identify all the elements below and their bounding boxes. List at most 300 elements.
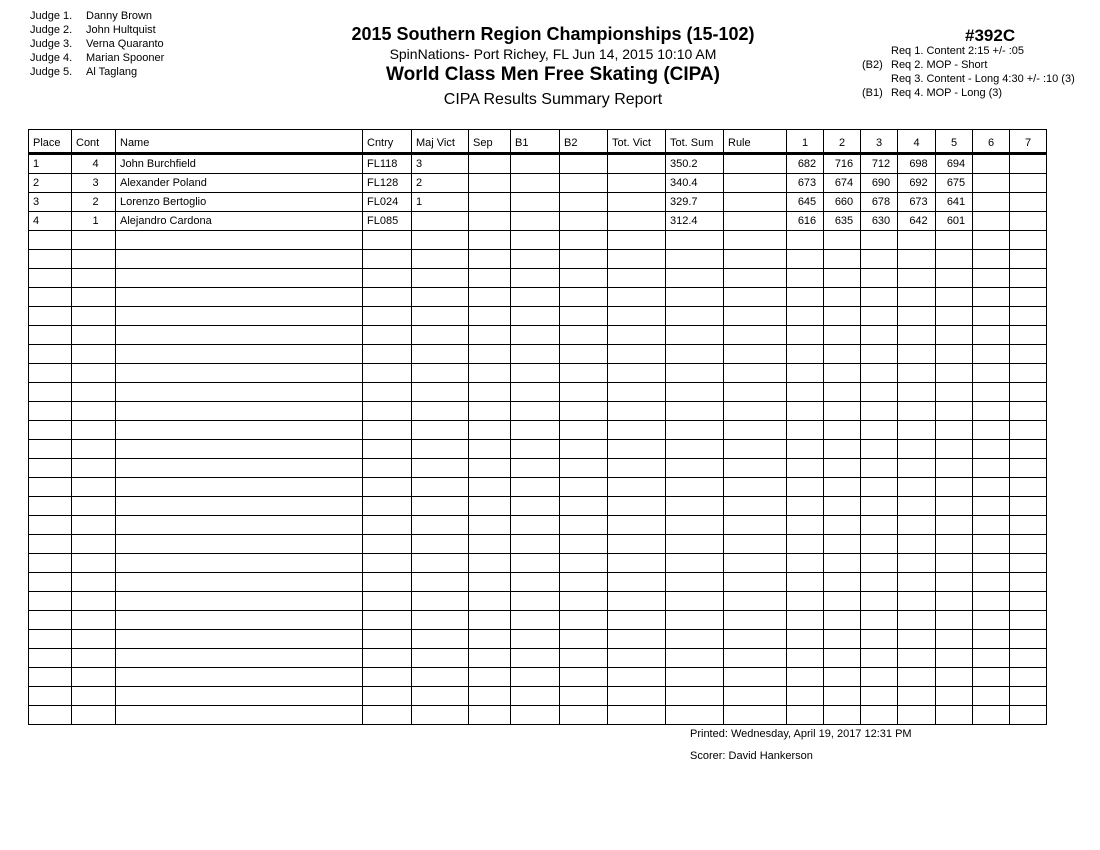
cell-sep bbox=[469, 440, 511, 459]
cell-j5 bbox=[936, 497, 973, 516]
cell-cont bbox=[72, 649, 116, 668]
cell-tot-vict bbox=[608, 497, 666, 516]
cell-j6 bbox=[973, 687, 1010, 706]
cell-j5 bbox=[936, 573, 973, 592]
cell-place bbox=[29, 649, 72, 668]
cell-maj-vict bbox=[412, 459, 469, 478]
cell-j5 bbox=[936, 611, 973, 630]
table-row bbox=[29, 174, 1047, 193]
cell-tot-vict bbox=[608, 668, 666, 687]
table-row bbox=[29, 478, 1047, 497]
venue-date: SpinNations- Port Richey, FL Jun 14, 2015 10:10 AM bbox=[389, 46, 717, 62]
cell-j5 bbox=[936, 649, 973, 668]
cell-j7 bbox=[1010, 288, 1047, 307]
table-row bbox=[29, 611, 1047, 630]
cell-place bbox=[29, 687, 72, 706]
cell-b2 bbox=[560, 345, 608, 364]
cell-j3 bbox=[861, 497, 898, 516]
cell-j3 bbox=[861, 440, 898, 459]
cell-b2 bbox=[560, 402, 608, 421]
cell-maj-vict: 2 bbox=[412, 174, 469, 193]
cell-name bbox=[116, 326, 363, 345]
cell-j4 bbox=[898, 630, 936, 649]
cell-j3: 712 bbox=[861, 154, 898, 174]
cell-tot-sum bbox=[666, 516, 724, 535]
col-header-judge-7: 7 bbox=[1010, 130, 1047, 154]
cell-cntry bbox=[363, 668, 412, 687]
col-header-cntry: Cntry bbox=[363, 130, 412, 154]
cell-tot-vict bbox=[608, 288, 666, 307]
cell-maj-vict bbox=[412, 402, 469, 421]
cell-j7 bbox=[1010, 269, 1047, 288]
table-row bbox=[29, 554, 1047, 573]
cell-tot-vict bbox=[608, 573, 666, 592]
cell-b2 bbox=[560, 421, 608, 440]
cell-j2 bbox=[824, 269, 861, 288]
cell-rule bbox=[724, 440, 787, 459]
cell-cntry bbox=[363, 345, 412, 364]
cell-rule bbox=[724, 687, 787, 706]
cell-cntry bbox=[363, 554, 412, 573]
cell-j7 bbox=[1010, 687, 1047, 706]
cell-name bbox=[116, 497, 363, 516]
cell-j6 bbox=[973, 231, 1010, 250]
cell-tot-sum bbox=[666, 706, 724, 725]
cell-j2 bbox=[824, 630, 861, 649]
cell-b1 bbox=[511, 706, 560, 725]
cell-j2: 660 bbox=[824, 193, 861, 212]
cell-j1 bbox=[787, 706, 824, 725]
cell-rule bbox=[724, 154, 787, 174]
cell-j7 bbox=[1010, 193, 1047, 212]
table-row bbox=[29, 250, 1047, 269]
table-row bbox=[29, 573, 1047, 592]
cell-name bbox=[116, 630, 363, 649]
cell-j7 bbox=[1010, 307, 1047, 326]
cell-rule bbox=[724, 345, 787, 364]
cell-j6 bbox=[973, 307, 1010, 326]
cell-j7 bbox=[1010, 212, 1047, 231]
cell-j1 bbox=[787, 459, 824, 478]
cell-j3 bbox=[861, 250, 898, 269]
table-row bbox=[29, 687, 1047, 706]
cell-j4 bbox=[898, 516, 936, 535]
cell-rule bbox=[724, 288, 787, 307]
cell-b2 bbox=[560, 440, 608, 459]
cell-tot-sum bbox=[666, 402, 724, 421]
cell-j1: 616 bbox=[787, 212, 824, 231]
cell-j2 bbox=[824, 421, 861, 440]
cell-tot-sum bbox=[666, 630, 724, 649]
cell-cntry bbox=[363, 649, 412, 668]
cell-j7 bbox=[1010, 364, 1047, 383]
cell-name bbox=[116, 611, 363, 630]
table-row bbox=[29, 516, 1047, 535]
cell-place bbox=[29, 497, 72, 516]
table-row bbox=[29, 402, 1047, 421]
cell-j5 bbox=[936, 630, 973, 649]
cell-j1 bbox=[787, 668, 824, 687]
cell-maj-vict bbox=[412, 326, 469, 345]
cell-b1 bbox=[511, 573, 560, 592]
cell-j4 bbox=[898, 611, 936, 630]
cell-b1 bbox=[511, 364, 560, 383]
cell-rule bbox=[724, 326, 787, 345]
cell-name bbox=[116, 231, 363, 250]
cell-j1 bbox=[787, 307, 824, 326]
cell-j3 bbox=[861, 269, 898, 288]
cell-cont bbox=[72, 402, 116, 421]
cell-sep bbox=[469, 668, 511, 687]
cell-j5: 694 bbox=[936, 154, 973, 174]
cell-j2 bbox=[824, 402, 861, 421]
cell-j3 bbox=[861, 326, 898, 345]
cell-name: Alexander Poland bbox=[116, 174, 363, 193]
event-number: #392C bbox=[965, 26, 1016, 45]
cell-b2 bbox=[560, 706, 608, 725]
cell-sep bbox=[469, 706, 511, 725]
cell-maj-vict bbox=[412, 288, 469, 307]
cell-tot-vict bbox=[608, 440, 666, 459]
cell-cntry bbox=[363, 535, 412, 554]
cell-rule bbox=[724, 611, 787, 630]
cell-cntry bbox=[363, 421, 412, 440]
cell-cntry bbox=[363, 269, 412, 288]
cell-b2 bbox=[560, 231, 608, 250]
cell-j3 bbox=[861, 364, 898, 383]
cell-j6 bbox=[973, 212, 1010, 231]
cell-tot-vict bbox=[608, 706, 666, 725]
cell-j2 bbox=[824, 307, 861, 326]
cell-sep bbox=[469, 478, 511, 497]
cell-maj-vict bbox=[412, 706, 469, 725]
cell-j6 bbox=[973, 668, 1010, 687]
cell-j7 bbox=[1010, 592, 1047, 611]
col-header-judge-3: 3 bbox=[861, 130, 898, 154]
cell-rule bbox=[724, 459, 787, 478]
cell-tot-vict bbox=[608, 516, 666, 535]
cell-b1 bbox=[511, 231, 560, 250]
cell-j6 bbox=[973, 154, 1010, 174]
cell-j2 bbox=[824, 326, 861, 345]
cell-rule bbox=[724, 231, 787, 250]
cell-cont bbox=[72, 269, 116, 288]
cell-j3 bbox=[861, 573, 898, 592]
cell-rule bbox=[724, 516, 787, 535]
cell-j1 bbox=[787, 364, 824, 383]
cell-place: 2 bbox=[29, 174, 72, 193]
cell-rule bbox=[724, 573, 787, 592]
cell-j7 bbox=[1010, 630, 1047, 649]
cell-j3: 630 bbox=[861, 212, 898, 231]
cell-cntry bbox=[363, 364, 412, 383]
cell-j4 bbox=[898, 554, 936, 573]
cell-place bbox=[29, 478, 72, 497]
cell-j1 bbox=[787, 611, 824, 630]
table-row bbox=[29, 231, 1047, 250]
cell-cntry bbox=[363, 611, 412, 630]
cell-j4 bbox=[898, 573, 936, 592]
cell-j5 bbox=[936, 592, 973, 611]
table-row bbox=[29, 326, 1047, 345]
cell-cont: 3 bbox=[72, 174, 116, 193]
cell-b1 bbox=[511, 269, 560, 288]
cell-j7 bbox=[1010, 649, 1047, 668]
cell-name bbox=[116, 364, 363, 383]
cell-cntry: FL128 bbox=[363, 174, 412, 193]
cell-tot-sum bbox=[666, 288, 724, 307]
cell-b2 bbox=[560, 478, 608, 497]
cell-j3 bbox=[861, 649, 898, 668]
cell-j7 bbox=[1010, 383, 1047, 402]
cell-b1 bbox=[511, 250, 560, 269]
cell-cntry bbox=[363, 573, 412, 592]
col-header-place: Place bbox=[29, 130, 72, 154]
cell-name bbox=[116, 307, 363, 326]
cell-tot-sum: 312.4 bbox=[666, 212, 724, 231]
cell-tot-sum bbox=[666, 687, 724, 706]
cell-j4: 673 bbox=[898, 193, 936, 212]
cell-tot-vict bbox=[608, 345, 666, 364]
cell-name: John Burchfield bbox=[116, 154, 363, 174]
cell-place bbox=[29, 364, 72, 383]
cell-rule bbox=[724, 554, 787, 573]
cell-place bbox=[29, 402, 72, 421]
cell-cntry bbox=[363, 592, 412, 611]
cell-j4 bbox=[898, 535, 936, 554]
cell-cont bbox=[72, 440, 116, 459]
cell-tot-vict bbox=[608, 421, 666, 440]
scorer-name: Scorer: David Hankerson bbox=[690, 750, 813, 762]
cell-j5: 601 bbox=[936, 212, 973, 231]
cell-place: 3 bbox=[29, 193, 72, 212]
cell-maj-vict: 1 bbox=[412, 193, 469, 212]
requirement-line: Req 3. Content - Long 4:30 +/- :10 (3) bbox=[891, 73, 1075, 85]
cell-j6 bbox=[973, 649, 1010, 668]
cell-j6 bbox=[973, 630, 1010, 649]
cell-cont bbox=[72, 478, 116, 497]
cell-b1 bbox=[511, 326, 560, 345]
cell-tot-vict bbox=[608, 174, 666, 193]
cell-j3 bbox=[861, 383, 898, 402]
col-header-maj-vict: Maj Vict bbox=[412, 130, 469, 154]
table-row bbox=[29, 193, 1047, 212]
cell-cntry bbox=[363, 497, 412, 516]
cell-sep bbox=[469, 459, 511, 478]
judge-line: Judge 4. Marian Spooner bbox=[30, 52, 165, 64]
requirements-list bbox=[862, 44, 1075, 100]
cell-j4 bbox=[898, 649, 936, 668]
cell-cntry bbox=[363, 250, 412, 269]
cell-j6 bbox=[973, 250, 1010, 269]
cell-j4 bbox=[898, 668, 936, 687]
cell-tot-vict bbox=[608, 554, 666, 573]
cell-maj-vict bbox=[412, 611, 469, 630]
cell-b1 bbox=[511, 516, 560, 535]
cell-maj-vict bbox=[412, 516, 469, 535]
cell-name bbox=[116, 459, 363, 478]
col-header-judge-2: 2 bbox=[824, 130, 861, 154]
cell-j4 bbox=[898, 250, 936, 269]
cell-rule bbox=[724, 421, 787, 440]
cell-tot-sum bbox=[666, 421, 724, 440]
cell-b1 bbox=[511, 193, 560, 212]
cell-j2 bbox=[824, 611, 861, 630]
cell-tot-vict bbox=[608, 592, 666, 611]
table-row bbox=[29, 706, 1047, 725]
cell-j2 bbox=[824, 535, 861, 554]
cell-j7 bbox=[1010, 516, 1047, 535]
cell-j7 bbox=[1010, 402, 1047, 421]
cell-tot-vict bbox=[608, 154, 666, 174]
col-header-name: Name bbox=[116, 130, 363, 154]
cell-maj-vict bbox=[412, 478, 469, 497]
cell-b1 bbox=[511, 345, 560, 364]
cell-j7 bbox=[1010, 573, 1047, 592]
cell-j2 bbox=[824, 288, 861, 307]
cell-j6 bbox=[973, 383, 1010, 402]
cell-tot-sum bbox=[666, 250, 724, 269]
cell-b1 bbox=[511, 668, 560, 687]
cell-sep bbox=[469, 307, 511, 326]
table-row bbox=[29, 668, 1047, 687]
cell-j6 bbox=[973, 364, 1010, 383]
cell-j4 bbox=[898, 288, 936, 307]
cell-maj-vict bbox=[412, 554, 469, 573]
cell-maj-vict bbox=[412, 630, 469, 649]
cell-tot-vict bbox=[608, 630, 666, 649]
cell-b1 bbox=[511, 440, 560, 459]
cell-place bbox=[29, 269, 72, 288]
cell-name bbox=[116, 687, 363, 706]
cell-tot-sum: 340.4 bbox=[666, 174, 724, 193]
cell-tot-vict bbox=[608, 402, 666, 421]
results-table bbox=[28, 129, 1047, 725]
cell-sep bbox=[469, 592, 511, 611]
cell-maj-vict bbox=[412, 250, 469, 269]
cell-j1 bbox=[787, 478, 824, 497]
requirement-line: (B2) Req 2. MOP - Short bbox=[862, 59, 988, 71]
table-row bbox=[29, 592, 1047, 611]
cell-maj-vict bbox=[412, 497, 469, 516]
cell-sep bbox=[469, 174, 511, 193]
cell-j3 bbox=[861, 288, 898, 307]
cell-tot-sum bbox=[666, 307, 724, 326]
cell-cntry bbox=[363, 307, 412, 326]
cell-j3 bbox=[861, 687, 898, 706]
cell-tot-sum bbox=[666, 231, 724, 250]
cell-j6 bbox=[973, 402, 1010, 421]
cell-tot-vict bbox=[608, 687, 666, 706]
cell-tot-vict bbox=[608, 326, 666, 345]
judge-line: Judge 2. John Hultquist bbox=[30, 24, 156, 36]
cell-cntry bbox=[363, 440, 412, 459]
cell-maj-vict bbox=[412, 535, 469, 554]
cell-j7 bbox=[1010, 440, 1047, 459]
col-header-cont: Cont bbox=[72, 130, 116, 154]
cell-b1 bbox=[511, 288, 560, 307]
cell-maj-vict bbox=[412, 364, 469, 383]
cell-j6 bbox=[973, 174, 1010, 193]
cell-place bbox=[29, 421, 72, 440]
cell-tot-vict bbox=[608, 459, 666, 478]
cell-cont bbox=[72, 383, 116, 402]
cell-j3 bbox=[861, 421, 898, 440]
cell-sep bbox=[469, 554, 511, 573]
cell-rule bbox=[724, 269, 787, 288]
cell-j3 bbox=[861, 459, 898, 478]
cell-tot-sum bbox=[666, 554, 724, 573]
cell-b2 bbox=[560, 288, 608, 307]
cell-j7 bbox=[1010, 554, 1047, 573]
cell-sep bbox=[469, 250, 511, 269]
cell-j1 bbox=[787, 573, 824, 592]
cell-cntry bbox=[363, 687, 412, 706]
cell-rule bbox=[724, 535, 787, 554]
cell-rule bbox=[724, 193, 787, 212]
cell-j7 bbox=[1010, 478, 1047, 497]
cell-tot-vict bbox=[608, 250, 666, 269]
cell-maj-vict bbox=[412, 212, 469, 231]
cell-j4 bbox=[898, 687, 936, 706]
table-row bbox=[29, 345, 1047, 364]
cell-cont bbox=[72, 497, 116, 516]
cell-j3 bbox=[861, 516, 898, 535]
cell-rule bbox=[724, 383, 787, 402]
cell-place bbox=[29, 554, 72, 573]
cell-j2 bbox=[824, 383, 861, 402]
cell-sep bbox=[469, 611, 511, 630]
cell-j6 bbox=[973, 288, 1010, 307]
cell-j7 bbox=[1010, 174, 1047, 193]
cell-b1 bbox=[511, 212, 560, 231]
cell-j4 bbox=[898, 478, 936, 497]
cell-name bbox=[116, 535, 363, 554]
cell-tot-vict bbox=[608, 231, 666, 250]
cell-cntry: FL024 bbox=[363, 193, 412, 212]
cell-place bbox=[29, 516, 72, 535]
cell-j4: 642 bbox=[898, 212, 936, 231]
cell-j2 bbox=[824, 497, 861, 516]
cell-j3 bbox=[861, 706, 898, 725]
table-row bbox=[29, 440, 1047, 459]
cell-j2 bbox=[824, 516, 861, 535]
printed-timestamp: Printed: Wednesday, April 19, 2017 12:31 PM bbox=[690, 728, 912, 740]
cell-j5 bbox=[936, 345, 973, 364]
cell-cont bbox=[72, 307, 116, 326]
cell-j7 bbox=[1010, 250, 1047, 269]
judge-line: Judge 1. Danny Brown bbox=[30, 10, 153, 22]
cell-j6 bbox=[973, 497, 1010, 516]
cell-place bbox=[29, 231, 72, 250]
cell-rule bbox=[724, 212, 787, 231]
cell-j4 bbox=[898, 269, 936, 288]
cell-maj-vict bbox=[412, 269, 469, 288]
cell-place bbox=[29, 573, 72, 592]
cell-j2 bbox=[824, 250, 861, 269]
cell-j2 bbox=[824, 554, 861, 573]
cell-cntry bbox=[363, 402, 412, 421]
cell-j7 bbox=[1010, 535, 1047, 554]
cell-tot-vict bbox=[608, 649, 666, 668]
cell-j5 bbox=[936, 383, 973, 402]
cell-b2 bbox=[560, 516, 608, 535]
cell-j6 bbox=[973, 516, 1010, 535]
cell-b2 bbox=[560, 212, 608, 231]
cell-cntry bbox=[363, 478, 412, 497]
cell-maj-vict bbox=[412, 592, 469, 611]
cell-j2: 716 bbox=[824, 154, 861, 174]
